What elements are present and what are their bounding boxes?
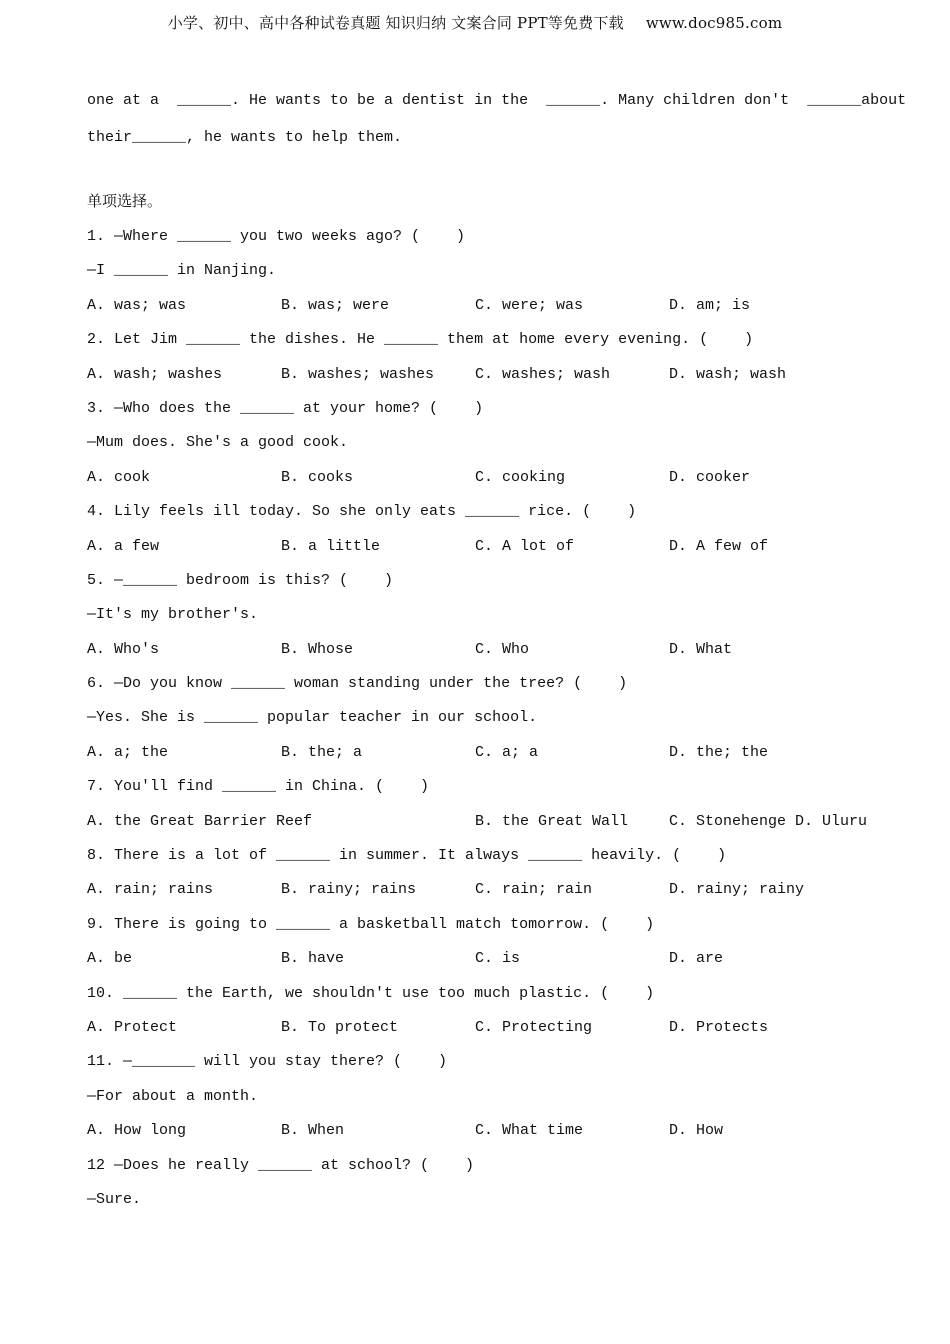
option-b[interactable]: B. cooks: [281, 468, 354, 486]
question-9-options: [87, 945, 887, 979]
option-d[interactable]: D. rainy; rainy: [669, 881, 805, 899]
question-3-options: [87, 464, 887, 498]
question-6-options: [87, 739, 887, 773]
option-b[interactable]: B. When: [281, 1122, 345, 1140]
question-6-stem: 6. —Do you know ______ woman standing under the tree? ( ): [87, 675, 628, 693]
option-d[interactable]: D. Protects: [669, 1018, 769, 1036]
option-d[interactable]: D. cooker: [669, 468, 751, 486]
option-c-d[interactable]: C. Stonehenge D. Uluru: [669, 812, 868, 830]
spacer: [87, 161, 887, 187]
option-c[interactable]: C. rain; rain: [475, 881, 593, 899]
question-12-reply: —Sure.: [87, 1190, 142, 1208]
question-11-reply: —For about a month.: [87, 1087, 259, 1105]
option-c[interactable]: C. washes; wash: [475, 365, 611, 383]
question-1-stem: 1. —Where ______ you two weeks ago? ( ): [87, 228, 466, 245]
option-d[interactable]: D. How: [669, 1122, 724, 1140]
question-8-options: [87, 876, 887, 910]
option-a[interactable]: A. a few: [87, 537, 160, 555]
option-b[interactable]: B. rainy; rains: [281, 881, 417, 899]
question-10-stem: 10. ______ the Earth, we shouldn't use too much plastic. ( ): [87, 984, 655, 1002]
header-site-link[interactable]: www.doc985.com: [645, 14, 783, 32]
option-a[interactable]: A. cook: [87, 468, 151, 486]
question-12-stem: 12 —Does he really ______ at school? ( ): [87, 1156, 475, 1174]
option-d[interactable]: D. the; the: [669, 743, 769, 761]
question-6-reply: —Yes. She is ______ popular teacher in our school.: [87, 709, 538, 727]
option-b[interactable]: B. was; were: [281, 296, 390, 314]
question-1-options: [87, 292, 887, 326]
option-a[interactable]: A. How long: [87, 1122, 187, 1140]
option-a[interactable]: A. the Great Barrier Reef: [87, 812, 313, 830]
question-11-stem: 11. —_______ will you stay there? ( ): [87, 1053, 448, 1071]
question-1-reply: —I ______ in Nanjing.: [87, 262, 277, 280]
option-b[interactable]: B. To protect: [281, 1018, 399, 1036]
option-c[interactable]: C. Who: [475, 640, 530, 658]
passage-line-1: one at a ______. He wants to be a dentist in the ______. Many children don't ______about: [87, 92, 907, 109]
option-d[interactable]: D. What: [669, 640, 733, 658]
question-5-reply: —It's my brother's.: [87, 606, 259, 624]
question-7-stem: 7. You'll find ______ in China. ( ): [87, 778, 430, 796]
option-a[interactable]: A. Protect: [87, 1018, 178, 1036]
question-4-stem: 4. Lily feels ill today. So she only eats ______ rice. ( ): [87, 503, 637, 521]
question-5-options: [87, 636, 887, 670]
option-a[interactable]: A. wash; washes: [87, 365, 223, 383]
option-b[interactable]: B. the; a: [281, 743, 363, 761]
option-a[interactable]: A. was; was: [87, 296, 187, 314]
option-a[interactable]: A. Who's: [87, 640, 160, 658]
passage-line-2: their______, he wants to help them.: [87, 129, 403, 146]
option-a[interactable]: A. be: [87, 950, 133, 968]
question-3-stem: 3. —Who does the ______ at your home? ( ): [87, 399, 484, 417]
worksheet-body: [87, 87, 907, 1220]
question-10-options: [87, 1014, 887, 1048]
header-banner-text: 小学、初中、高中各种试卷真题 知识归纳 文案合同 PPT等免费下载: [167, 14, 624, 32]
page-header: [0, 12, 950, 33]
option-c[interactable]: C. Protecting: [475, 1018, 593, 1036]
option-d[interactable]: D. am; is: [669, 296, 751, 314]
question-4-options: [87, 533, 887, 567]
question-8-stem: 8. There is a lot of ______ in summer. It always ______ heavily. ( ): [87, 847, 727, 865]
question-11-options: [87, 1117, 887, 1151]
option-c[interactable]: C. a; a: [475, 743, 539, 761]
option-b[interactable]: B. Whose: [281, 640, 354, 658]
option-b[interactable]: B. washes; washes: [281, 365, 435, 383]
question-5-stem: 5. —______ bedroom is this? ( ): [87, 571, 394, 589]
option-d[interactable]: D. A few of: [669, 537, 769, 555]
option-a[interactable]: A. a; the: [87, 743, 169, 761]
question-9-stem: 9. There is going to ______ a basketball match tomorrow. ( ): [87, 915, 655, 933]
question-2-options: [87, 361, 887, 395]
option-c[interactable]: C. were; was: [475, 296, 584, 314]
option-b[interactable]: B. a little: [281, 537, 381, 555]
option-c[interactable]: C. is: [475, 950, 521, 968]
option-b[interactable]: B. the Great Wall: [475, 812, 629, 830]
option-b[interactable]: B. have: [281, 950, 345, 968]
question-3-reply: —Mum does. She's a good cook.: [87, 434, 349, 452]
option-c[interactable]: C. cooking: [475, 468, 566, 486]
option-c[interactable]: C. A lot of: [475, 537, 575, 555]
question-2-stem: 2. Let Jim ______ the dishes. He ______ them at home every evening. ( ): [87, 331, 754, 349]
option-d[interactable]: D. are: [669, 950, 724, 968]
option-d[interactable]: D. wash; wash: [669, 365, 787, 383]
question-7-options: [87, 808, 887, 842]
option-a[interactable]: A. rain; rains: [87, 881, 214, 899]
option-c[interactable]: C. What time: [475, 1122, 584, 1140]
section-title: 单项选择。: [87, 192, 163, 210]
